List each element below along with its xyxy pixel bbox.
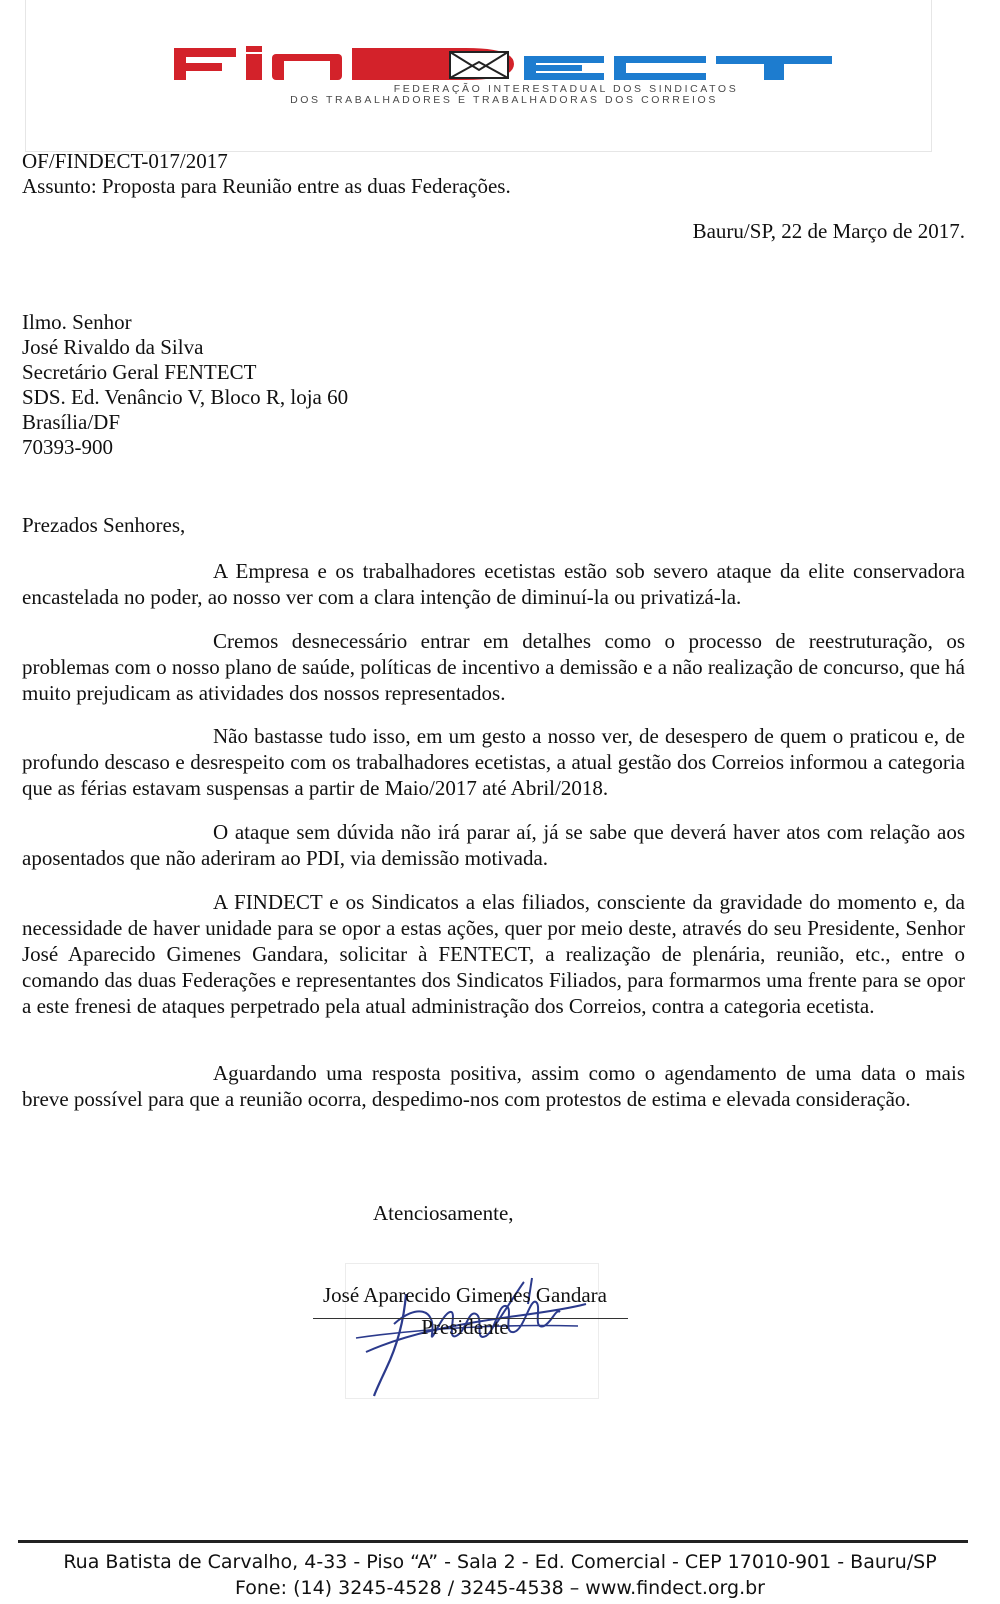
- body-paragraph: A Empresa e os trabalhadores ecetistas estão sob severo ataque da elite conservadora encastelada no poder, ao nosso ver com a clara intenção de diminuí-la ou privatizá-la.: [22, 559, 965, 609]
- findect-logo: [174, 44, 834, 110]
- recipient-line: 70393-900: [22, 435, 113, 459]
- logo-subtitle-line2: DOS TRABALHADORES E TRABALHADORAS DOS CORREIOS: [290, 94, 718, 106]
- body-paragraph: A FINDECT e os Sindicatos a elas filiados, consciente da gravidade do momento e, da necessidade de haver unidade para se opor a estas ações, quer por meio deste, através do seu Presidente, Senhor José Aparecido Gimenes Gandara, solicitar à FENTECT, a realização de plenária, reunião, etc., entre o comando das duas Federações e representantes dos Sindicatos Filiados, para formarmos uma frente para se opor a este frenesi de ataques perpetrado pela atual administração dos Correios, contra a categoria ecetista.: [22, 890, 965, 1018]
- footer-divider: [18, 1540, 968, 1543]
- body-paragraph: Não bastasse tudo isso, em um gesto a nosso ver, de desespero de quem o praticou e, de profundo descaso e desrespeito com os trabalhadores ecetistas, a atual gestão dos Correios informou a categoria que as férias estavam suspensas a partir de Maio/2017 até Abril/2018.: [22, 724, 965, 800]
- recipient-line: Brasília/DF: [22, 410, 120, 434]
- recipient-line: Ilmo. Senhor: [22, 310, 132, 334]
- signer-title: Presidente: [421, 1315, 509, 1339]
- document-subject: Assunto: Proposta para Reunião entre as duas Federações.: [22, 174, 511, 198]
- document-reference: OF/FINDECT-017/2017: [22, 149, 228, 173]
- closing: Atenciosamente,: [373, 1201, 514, 1225]
- footer-contact: Fone: (14) 3245-4528 / 3245-4538 – www.findect.org.br: [235, 1577, 765, 1599]
- recipient-line: Secretário Geral FENTECT: [22, 360, 257, 384]
- body-paragraph: Aguardando uma resposta positiva, assim como o agendamento de uma data o mais breve possível para que a reunião ocorra, despedimo-nos com protestos de estima e elevada consideração.: [22, 1061, 965, 1111]
- recipient-line: SDS. Ed. Venâncio V, Bloco R, loja 60: [22, 385, 349, 409]
- letterhead: [25, 0, 932, 152]
- body-paragraph: O ataque sem dúvida não irá parar aí, já se sabe que deverá haver atos com relação aos aposentados que não aderiram ao PDI, via demissão motivada.: [22, 820, 965, 870]
- place-date: Bauru/SP, 22 de Março de 2017.: [692, 219, 965, 243]
- footer-address: Rua Batista de Carvalho, 4-33 - Piso “A” - Sala 2 - Ed. Comercial - CEP 17010-901 - Bauru/SP: [63, 1551, 937, 1573]
- salutation: Prezados Senhores,: [22, 513, 186, 537]
- signer-name: José Aparecido Gimenes Gandara: [323, 1283, 607, 1307]
- body-paragraph: Cremos desnecessário entrar em detalhes como o processo de reestruturação, os problemas com o nosso plano de saúde, políticas de incentivo a demissão e a não realização de concurso, que há muito prejudicam as atividades dos nossos representados.: [22, 629, 965, 705]
- logo-subtitle-line1: FEDERAÇÃO INTERESTADUAL DOS SINDICATOS: [393, 83, 739, 95]
- recipient-line: José Rivaldo da Silva: [22, 335, 204, 359]
